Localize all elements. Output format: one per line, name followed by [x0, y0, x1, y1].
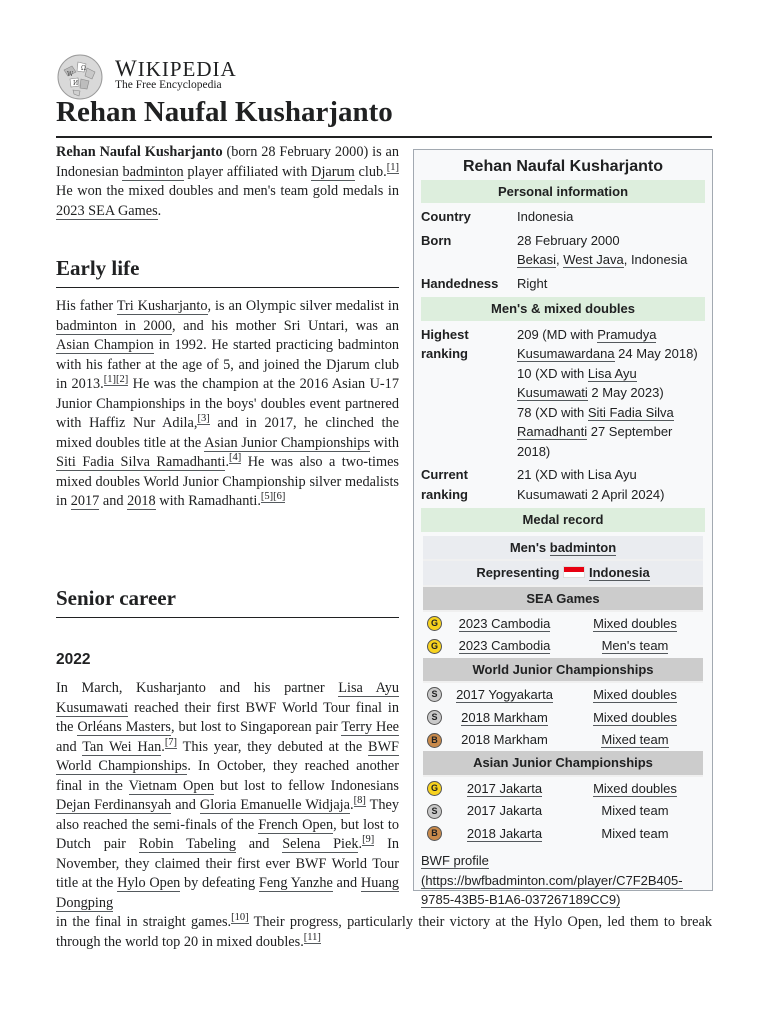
link-west-java[interactable]: West Java: [563, 252, 624, 267]
subject-name: Rehan Naufal Kusharjanto: [56, 144, 223, 160]
medal-row: [423, 706, 703, 729]
reference-link[interactable]: [6]: [273, 491, 286, 503]
medal-row: [423, 729, 703, 752]
infobox-header-medal-record: Medal record: [421, 508, 705, 532]
infobox-title: Rehan Naufal Kusharjanto: [462, 158, 664, 175]
link-bekasi[interactable]: Bekasi: [517, 252, 557, 267]
reference-link[interactable]: [8]: [353, 795, 366, 807]
link-asian-champion[interactable]: Asian Champion: [56, 337, 154, 353]
medal-sport-row: Men's badminton: [423, 536, 703, 560]
medal-row: [423, 800, 703, 823]
reference-link[interactable]: [1]: [103, 374, 116, 386]
section-heading-early-life: Early life: [56, 256, 399, 288]
medal-discipline: Mixed team: [601, 826, 669, 842]
reference-link[interactable]: [10]: [231, 912, 249, 924]
tagline: The Free Encyclopedia: [115, 79, 222, 91]
medal-representing-row: Representing Indonesia: [423, 561, 703, 585]
reference-link[interactable]: [7]: [164, 736, 178, 748]
medal-event[interactable]: 2023 Cambodia: [458, 638, 551, 654]
link-badminton[interactable]: badminton: [122, 163, 184, 180]
medal-discipline[interactable]: Mixed doubles: [593, 615, 677, 631]
medal-event: 2017 Jakarta: [466, 803, 543, 819]
infobox-row-country: Country Indonesia: [421, 209, 574, 224]
bronze-medal-icon: B: [427, 733, 442, 748]
medal-row: [423, 777, 703, 800]
infobox-row-current-ranking: Current ranking 21 (XD with Lisa Ayu Kusumawati 2 April 2024): [421, 467, 665, 502]
link-badminton-2000[interactable]: badminton in 2000: [56, 317, 173, 334]
infobox: [413, 149, 713, 908]
infobox-header-personal: Personal information: [421, 180, 705, 204]
silver-medal-icon: S: [427, 687, 442, 702]
medal-competition-header: World Junior Championships: [423, 658, 703, 682]
bwf-profile-link[interactable]: BWF profile (https://bwfbadminton.com/player/C7F2B405-9785-43B5-B1A6-037267189CC9): [421, 853, 683, 908]
senior-career-paragraph: In March, Kusharjanto and his partner Lisa Ayu Kusumawati reached their first BWF World Tour final in the Orléans Masters, but lost to Singaporean pair Terry Hee and Tan Wei Han.[7] This year, they debuted at the BWF World Championships. In October, they reached another final in the Vietnam Open but lost to fellow Indonesians Dejan Ferdinansyah and Gloria Emanuelle Widjaja.[8] They also reached the semi-finals of the French Open, but lost to Dutch pair Robin Tabeling and Selena Piek.[9] In November, they claimed their first ever BWF World Tour title at the Hylo Open by defeating Feng Yanzhe and Huang Dongping: [56, 680, 400, 911]
svg-text:Ω: Ω: [81, 65, 86, 72]
early-life-paragraph: His father Tri Kusharjanto, is an Olympic silver medalist in badminton in 2000, and his mother Sri Untari, was an Asian Champion in 1992. He started practicing badminton with his father at the age of 5, and joined the Djarum club in 2013.[1][2] He was the champion at the 2016 Asian U-17 Junior Championships in the boys' doubles event partnered with Haffiz Nur Adila,[3] and in 2017, he clinched the mixed doubles title at the Asian Junior Championships with Siti Fadia Silva Ramadhanti.[4] He was also a two-times mixed doubles World Junior Championship silver medalists in 2017 and 2018 with Ramadhanti.[5][6]: [56, 298, 400, 509]
medal-row: [423, 683, 703, 706]
silver-medal-icon: S: [427, 804, 442, 819]
reference-link[interactable]: [11]: [303, 931, 321, 943]
wikipedia-globe-logo[interactable]: [54, 52, 106, 102]
reference-link[interactable]: [5]: [260, 491, 274, 503]
link-indonesia[interactable]: Indonesia: [589, 565, 650, 580]
medal-event[interactable]: 2023 Cambodia: [458, 615, 551, 631]
link-lisa-ayu[interactable]: Lisa Ayu Kusumawati: [56, 680, 399, 716]
link-selena-piek[interactable]: Selena Piek: [282, 836, 359, 852]
medal-discipline[interactable]: Mixed doubles: [593, 709, 677, 725]
svg-text:W: W: [67, 71, 74, 78]
link-dejan-ferdinansyah[interactable]: Dejan Ferdinansyah: [56, 797, 172, 813]
link-french-open[interactable]: French Open: [258, 816, 334, 833]
link-djarum[interactable]: Djarum: [311, 163, 355, 180]
medal-discipline: Mixed team: [601, 803, 669, 819]
medal-discipline[interactable]: Men's team: [601, 638, 669, 654]
wikipedia-wordmark[interactable]: WIKIPEDIA: [115, 56, 237, 81]
link-asian-junior-championships[interactable]: Asian Junior Championships: [204, 434, 370, 451]
reference-link[interactable]: [2]: [115, 374, 129, 386]
title-divider: [56, 136, 712, 138]
link-sea-games[interactable]: 2023 SEA Games: [56, 202, 158, 219]
link-pramudya[interactable]: Pramudya Kusumawardana: [517, 326, 657, 361]
infobox-row-handedness: Handedness Right: [421, 275, 548, 291]
medal-event: 2018 Markham: [461, 732, 548, 748]
link-2018[interactable]: 2018: [127, 493, 156, 509]
page-title: Rehan Naufal Kusharjanto: [56, 96, 393, 128]
medal-competition-header: SEA Games: [423, 587, 703, 611]
link-huang-dongping[interactable]: Huang Dongping: [56, 875, 399, 911]
medal-discipline[interactable]: Mixed doubles: [593, 780, 677, 796]
gold-medal-icon: G: [427, 639, 442, 654]
medal-discipline[interactable]: Mixed doubles: [593, 686, 677, 702]
medal-row: [423, 635, 703, 658]
medal-event[interactable]: 2018 Jakarta: [466, 826, 543, 842]
medal-discipline[interactable]: Mixed team: [601, 732, 669, 748]
section-heading-senior-career: Senior career: [56, 586, 399, 618]
link-bwf-world-championships[interactable]: BWF World Championships: [56, 738, 400, 774]
link-feng-yanzhe[interactable]: Feng Yanzhe: [258, 875, 333, 891]
reference-link[interactable]: [1]: [386, 161, 400, 173]
gold-medal-icon: G: [427, 616, 442, 631]
link-hylo-open[interactable]: Hylo Open: [117, 875, 181, 891]
link-2017[interactable]: 2017: [70, 493, 100, 509]
reference-link[interactable]: [4]: [229, 452, 242, 464]
medal-rows: [423, 587, 703, 846]
reference-link[interactable]: [3]: [197, 413, 210, 425]
medal-row: [423, 612, 703, 635]
medal-record-table: [423, 536, 703, 846]
medal-row: [423, 823, 703, 846]
indonesia-flag-icon: [563, 566, 585, 578]
link-robin-tabeling[interactable]: Robin Tabeling: [138, 836, 236, 852]
medal-event[interactable]: 2017 Jakarta: [466, 780, 543, 796]
link-tan-wei-han[interactable]: Tan Wei Han: [82, 738, 162, 755]
subsection-heading-2022: 2022: [56, 651, 91, 668]
medal-event[interactable]: 2017 Yogyakarta: [456, 686, 553, 702]
infobox-row-highest-ranking: Highest ranking 209 (MD with Pramudya Kusumawardana 24 May 2018) 10 (XD with Lisa Ayu Kusumawati 2 May 2023) 78 (XD with Siti Fadia Silva Ramadhanti 27 September 2018): [421, 326, 698, 459]
gold-medal-icon: G: [427, 781, 442, 796]
link-vietnam-open[interactable]: Vietnam Open: [128, 777, 214, 794]
bronze-medal-icon: B: [427, 826, 442, 841]
intro-paragraph: Rehan Naufal Kusharjanto (born 28 February 2000) is an Indonesian badminton player affiliated with Djarum club.[1] He won the mixed doubles and men's team gold medals in 2023 SEA Games.: [56, 144, 400, 219]
silver-medal-icon: S: [427, 710, 442, 725]
link-gloria-widjaja[interactable]: Gloria Emanuelle Widjaja: [199, 797, 350, 813]
link-tri-kusharjanto[interactable]: Tri Kusharjanto: [116, 298, 208, 314]
infobox-row-born: Born 28 February 2000 Bekasi, West Java, Indonesia: [421, 232, 688, 267]
link-siti-fadia-infobox[interactable]: Siti Fadia Silva Ramadhanti: [517, 404, 674, 439]
medal-event[interactable]: 2018 Markham: [461, 709, 548, 725]
link-orleans-masters[interactable]: Orléans Masters: [77, 719, 171, 735]
svg-text:И: И: [73, 80, 79, 87]
infobox-header-doubles: Men's & mixed doubles: [421, 297, 705, 321]
link-siti-fadia[interactable]: Siti Fadia Silva Ramadhanti: [56, 454, 226, 470]
reference-link[interactable]: [9]: [362, 834, 375, 846]
link-terry-hee[interactable]: Terry Hee: [341, 719, 400, 735]
senior-career-paragraph-continued: in the final in straight games.[10] Their progress, particularly their victory at the Hylo Open, led them to break through the world top 20 in mixed doubles.[11]: [56, 912, 712, 950]
link-lisa-ayu-infobox[interactable]: Lisa Ayu Kusumawati: [517, 365, 637, 400]
link-badminton-medal[interactable]: badminton: [549, 539, 617, 555]
medal-competition-header: Asian Junior Championships: [423, 751, 703, 775]
